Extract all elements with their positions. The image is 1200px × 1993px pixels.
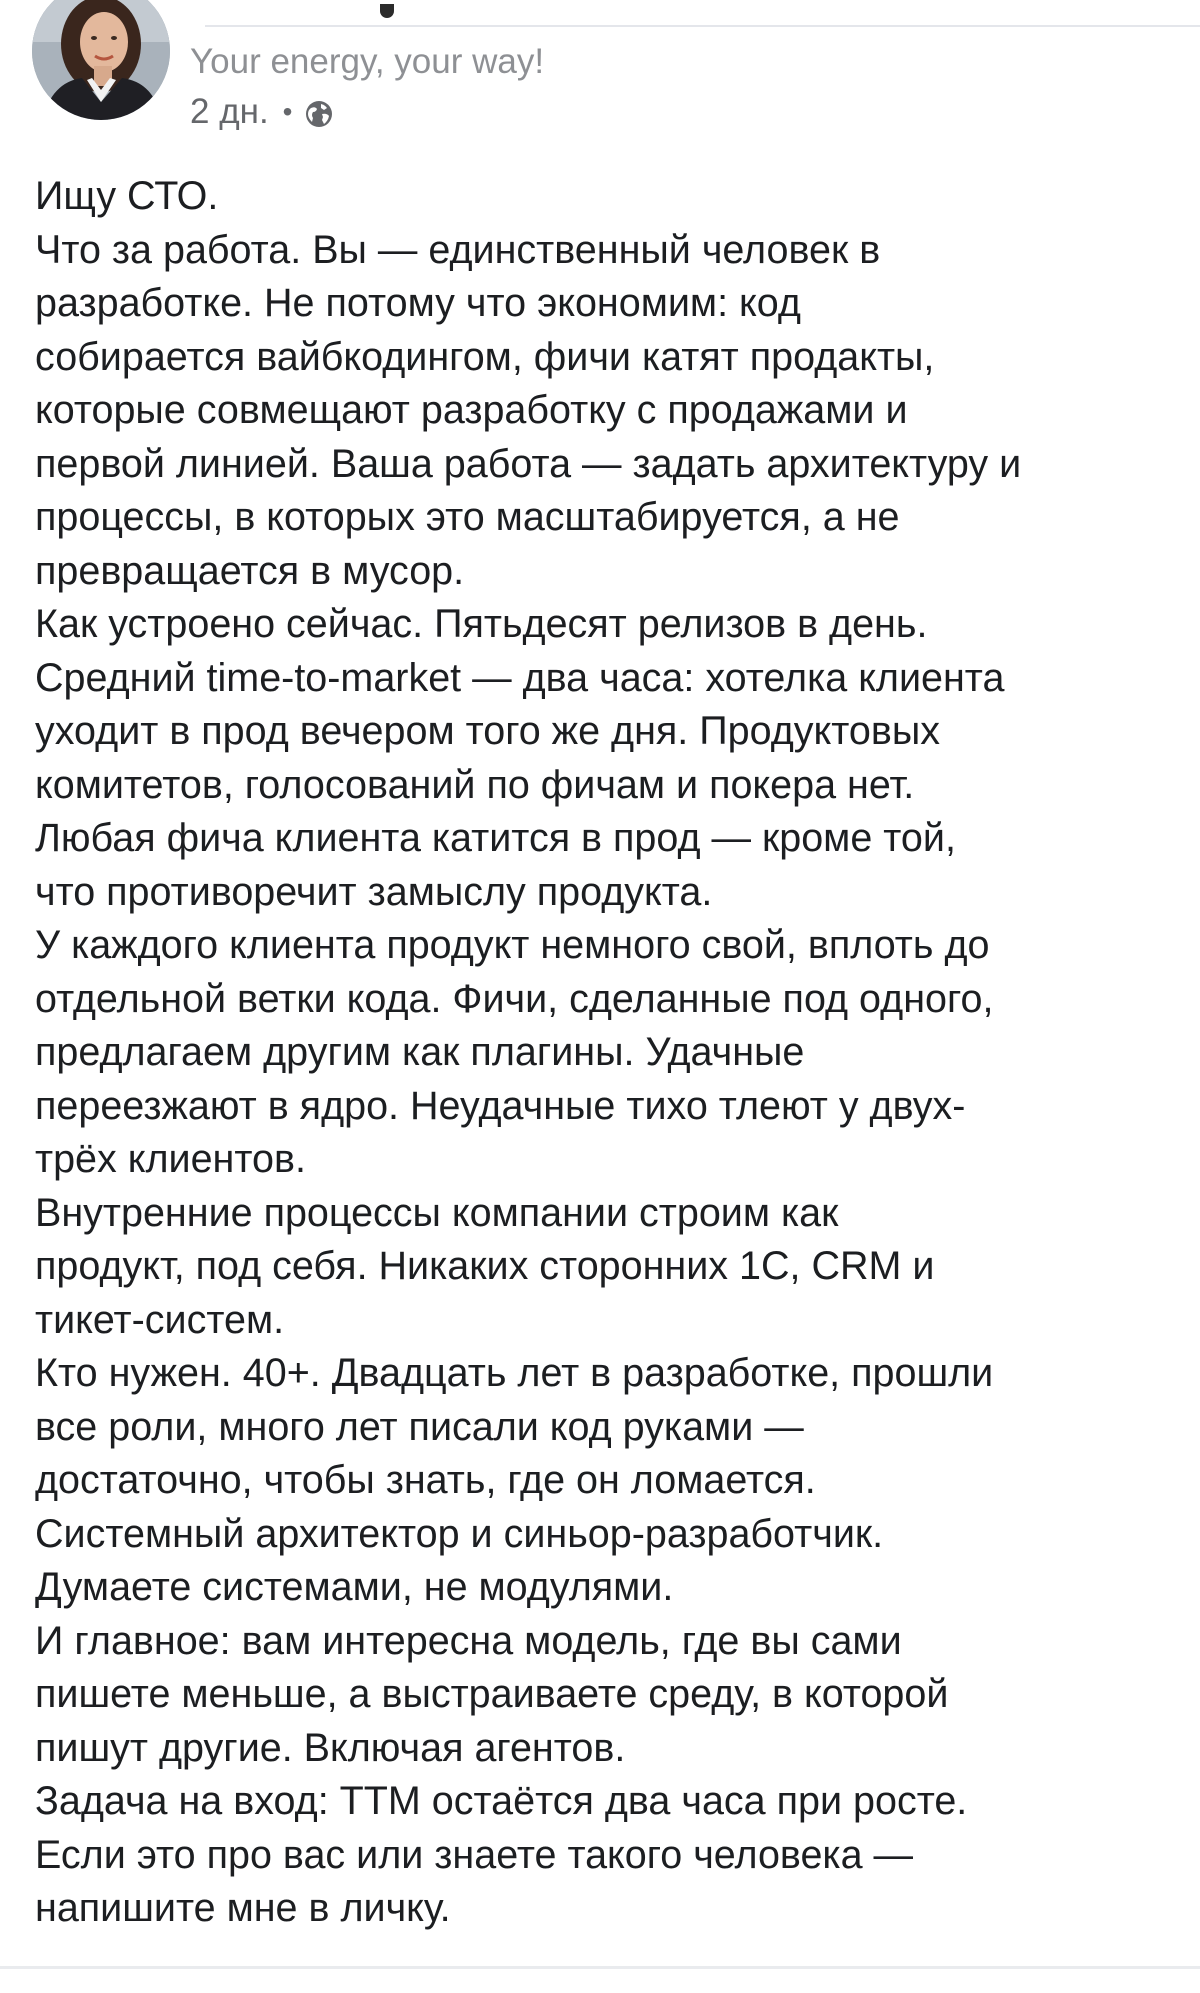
post-text-line: Как устроено сейчас. Пятьдесят релизов в день. — [35, 602, 928, 646]
post-text-line: трёх клиентов. — [35, 1137, 306, 1181]
bottom-divider — [0, 1966, 1200, 1969]
post-text-line: тикет-систем. — [35, 1297, 285, 1342]
post-text-line: продукт, под себя. Никаких сторонних 1С, CRM и — [35, 1244, 935, 1288]
post-timestamp[interactable]: 2 дн. — [190, 92, 269, 131]
post-text-line: У каждого клиента продукт немного свой, вплоть до — [35, 923, 990, 967]
post-text-line: Задача на вход: ТТМ остаётся два часа при росте. — [35, 1779, 968, 1823]
post-text — [35, 170, 1175, 1936]
post-text-line: Внутренние процессы компании строим как — [35, 1190, 839, 1235]
post-text-line: пишут другие. Включая агентов. — [35, 1725, 626, 1770]
post-text-line: предлагаем другим как плагины. Удачные — [35, 1030, 805, 1074]
post-text-line: напишите мне в личку. — [35, 1886, 451, 1930]
post-text-line: Если это про вас или знаете такого человека — — [35, 1832, 914, 1877]
post-text-line: Любая фича клиента катится в прод — кроме той, — [35, 816, 956, 860]
avatar-photo — [32, 0, 170, 120]
avatar[interactable] — [32, 0, 170, 120]
post-text-line: Что за работа. Вы — единственный человек в — [35, 227, 881, 272]
post-text-line: которые совмещают разработку с продажами и — [35, 388, 908, 432]
post-text-line: Системный архитектор и синьор-разработчик. — [35, 1511, 884, 1556]
post-text-line: превращается в мусор. — [35, 548, 465, 593]
post-text-line: уходит в прод вечером того же дня. Продуктовых — [35, 709, 940, 753]
globe-icon[interactable] — [304, 98, 334, 128]
post-text-line: переезжают в ядро. Неудачные тихо тлеют у двух- — [35, 1083, 966, 1128]
post-text-line: разработке. Не потому что экономим: код — [35, 281, 801, 325]
post-meta — [190, 90, 334, 134]
post-text-line: комитетов, голосований по фичам и покера нет. — [35, 762, 915, 807]
post-text-line: собирается вайбкодингом, фичи катят продакты, — [35, 334, 935, 379]
post-text-line: Думаете системами, не модулями. — [35, 1565, 674, 1609]
meta-separator: • — [282, 96, 293, 127]
post-text-line: Средний time-to-market — два часа: хотелка клиента — [35, 655, 1005, 700]
post-text-line: все роли, много лет писали код руками — — [35, 1404, 804, 1449]
post-text-line: что противоречит замыслу продукта. — [35, 869, 713, 914]
post-text-line: пишете меньше, а выстраиваете среду, в которой — [35, 1672, 949, 1716]
post-header — [30, 0, 1170, 150]
post-text-line: отдельной ветки кода. Фичи, сделанные под одного, — [35, 976, 994, 1021]
post-text-line: И главное: вам интересна модель, где вы сами — [35, 1618, 902, 1663]
post-text-line: достаточно, чтобы знать, где он ломается. — [35, 1458, 816, 1502]
post-text-line: первой линией. Ваша работа — задать архитектуру и — [35, 441, 1022, 486]
post-text-line: Кто нужен. 40+. Двадцать лет в разработке, прошли — [35, 1351, 994, 1395]
post-text-line: Ищу СТО. — [35, 174, 219, 218]
post-text-line: процессы, в которых это масштабируется, а не — [35, 495, 900, 539]
author-subtitle: Your energy, your way! — [190, 42, 545, 81]
